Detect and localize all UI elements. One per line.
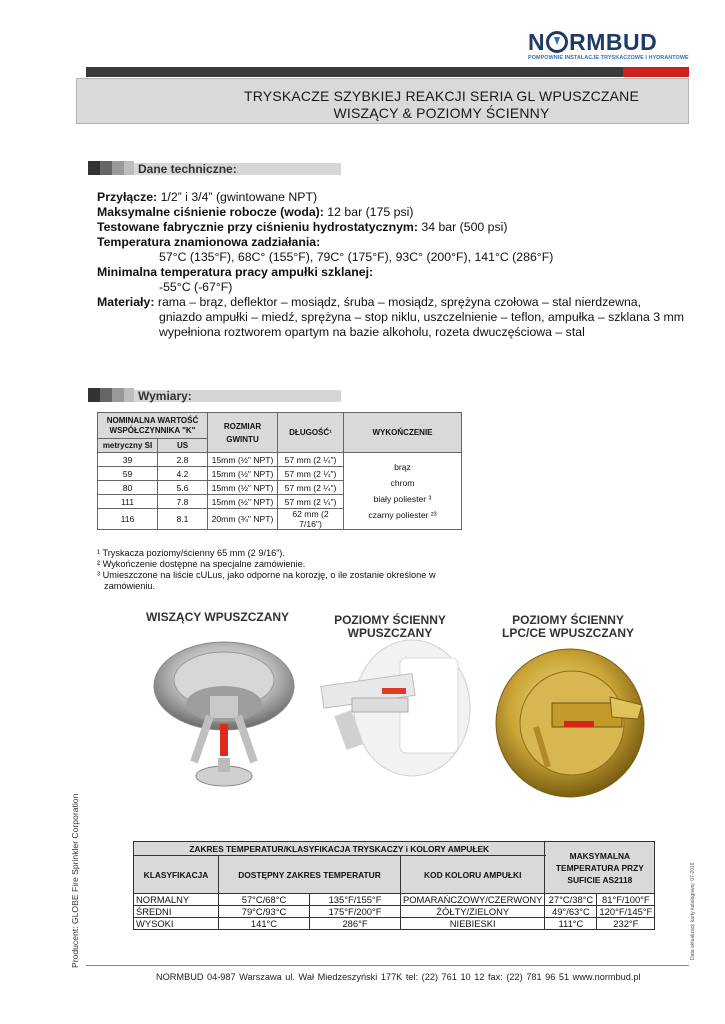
header-bar xyxy=(86,67,689,77)
cell-class: NORMALNY xyxy=(134,894,219,906)
max-pressure-row: Maksymalne ciśnienie robocze (woda): 12 bar (175 psi) xyxy=(97,205,414,219)
logo-wordmark: N RMBUD xyxy=(528,29,658,55)
header-bar-accent xyxy=(623,67,689,77)
cell-fahrenheit: 175°F/200°F xyxy=(310,906,401,918)
cell-color: NIEBIESKI xyxy=(401,918,545,930)
us-header: US xyxy=(158,439,208,453)
cell-fahrenheit: 286°F xyxy=(310,918,401,930)
finish-item: czarny poliester ²³ xyxy=(368,510,437,520)
finish-header: WYKOŃCZENIE xyxy=(344,413,462,453)
update-date-note: Data aktualizacji karty katalogowej: 07-2016 xyxy=(690,862,696,960)
cell-si: 116 xyxy=(98,509,158,530)
product-label-sidewall xyxy=(300,614,480,640)
deflector-stem xyxy=(218,758,230,772)
cell-fahrenheit: 135°F/155°F xyxy=(310,894,401,906)
cell-us: 5.6 xyxy=(158,481,208,495)
footnotes xyxy=(97,548,436,592)
finish-item: brąz xyxy=(394,462,411,472)
page-title-line-1: TRYSKACZE SZYBKIEJ REAKCJI SERIA GL WPUSZCZANE xyxy=(243,88,640,104)
connection-row: Przyłącze: 1/2” i 3/4” (gwintowane NPT) xyxy=(97,190,318,204)
cell-class: ŚREDNI xyxy=(134,906,219,918)
heading-marker xyxy=(88,388,100,402)
page-title-line-2: WISZĄCY & POZIOMY ŚCIENNY xyxy=(333,105,550,121)
finish-item: biały poliester ³ xyxy=(373,494,432,504)
cell-si: 111 xyxy=(98,495,158,509)
footnote-3: ³ Umieszczone na liście cULus, jako odporne na korozję, o ile zostanie określone w xyxy=(97,570,436,580)
frame-body xyxy=(352,698,408,712)
dim-section-heading xyxy=(88,388,341,402)
cell-us: 2.8 xyxy=(158,453,208,467)
cell-length: 57 mm (2 ¼") xyxy=(278,453,344,467)
footnote-3-cont: zamówieniu. xyxy=(104,581,156,591)
cell-si: 80 xyxy=(98,481,158,495)
table-row xyxy=(134,906,655,918)
cell-celsius: 79°C/93°C xyxy=(219,906,310,918)
glass-bulb xyxy=(382,688,406,694)
sidewall-sprinkler-image xyxy=(312,638,477,783)
cell-us: 4.2 xyxy=(158,467,208,481)
cell-max-c: 27°C/38°C xyxy=(545,894,597,906)
title-box xyxy=(76,78,689,124)
table-row xyxy=(134,894,655,906)
finish-cell xyxy=(344,453,462,530)
heading-marker xyxy=(124,388,134,402)
manufacturer-note: Producent: GLOBE Fire Sprinkler Corporation xyxy=(70,793,80,968)
cell-thread: 15mm (½" NPT) xyxy=(208,453,278,467)
product-label-line: WPUSZCZANY xyxy=(347,626,433,640)
lpc-sprinkler-image xyxy=(492,645,652,800)
logo-tagline: POMPOWNIE INSTALACJE TRYSKACZOWE I HYDRANTOWE xyxy=(528,55,689,61)
cell-color: POMARAŃCZOWY/CZERWONY xyxy=(401,894,545,906)
cell-thread: 15mm (½" NPT) xyxy=(208,495,278,509)
cell-max-f: 120°F/145°F xyxy=(597,906,655,918)
footer-divider xyxy=(86,965,689,966)
temp-max-header: MAKSYMALNA TEMPERATURA PRZY SUFICIE AS2118 xyxy=(545,842,655,894)
dim-heading-label: Wymiary: xyxy=(138,389,192,403)
cell-us: 7.8 xyxy=(158,495,208,509)
heading-marker xyxy=(88,161,100,175)
cell-length: 57 mm (2 ¼") xyxy=(278,481,344,495)
dimensions-table xyxy=(97,412,462,530)
frame-body xyxy=(210,696,238,718)
cell-max-f: 232°F xyxy=(597,918,655,930)
heading-marker xyxy=(112,161,124,175)
cell-us: 8.1 xyxy=(158,509,208,530)
cell-thread: 15mm (½" NPT) xyxy=(208,481,278,495)
cell-class: WYSOKI xyxy=(134,918,219,930)
materials-row-3: wypełniona roztworem opartym na bazie alkoholu, rozeta dwuczęściowa – stal xyxy=(159,325,585,339)
length-header: DŁUGOŚĆ¹ xyxy=(278,413,344,453)
logo-drop-icon xyxy=(546,31,568,53)
materials-row-2: gniazdo ampułki – miedź, sprężyna – stop niklu, uszczelnienie – teflon, ampułka – szklana 3 mm xyxy=(159,310,684,324)
product-label-line: LPC/CE WPUSZCZANY xyxy=(502,626,634,640)
footer-contact: NORMBUD 04-987 Warszawa ul. Wał Miedzeszyński 177K tel: (22) 761 10 12 fax: (22) 781 96 51 www.normbud.pl xyxy=(156,972,641,982)
finish-item: chrom xyxy=(390,478,415,488)
glass-bulb xyxy=(220,724,228,756)
heading-marker xyxy=(112,388,124,402)
thread-header: ROZMIAR GWINTU xyxy=(208,413,278,453)
product-label-line: POZIOMY ŚCIENNY xyxy=(334,613,446,627)
cell-length: 62 mm (2 7/16") xyxy=(278,509,344,530)
heading-marker xyxy=(124,161,134,175)
min-temp-value-row: -55°C (-67°F) xyxy=(159,280,233,294)
table-row xyxy=(98,453,462,467)
temp-value-row: 57°C (135°F), 68C° (155°F), 79C° (175°F), 93C° (200°F), 141°C (286°F) xyxy=(159,250,554,264)
cell-length: 57 mm (2 ¼") xyxy=(278,495,344,509)
footnote-2: ² Wykończenie dostępne na specjalne zamówienie. xyxy=(97,559,306,569)
temp-class-header: KLASYFIKACJA xyxy=(134,856,219,894)
tech-heading-label: Dane techniczne: xyxy=(138,162,237,176)
temp-range-header: DOSTĘPNY ZAKRES TEMPERATUR xyxy=(219,856,401,894)
cell-celsius: 57°C/68°C xyxy=(219,894,310,906)
cell-si: 59 xyxy=(98,467,158,481)
min-temp-label-row: Minimalna temperatura pracy ampułki szklanej: xyxy=(97,265,374,279)
cell-celsius: 141°C xyxy=(219,918,310,930)
temp-main-header: ZAKRES TEMPERATUR/KLASYFIKACJA TRYSKACZY i KOLORY AMPUŁEK xyxy=(134,842,545,856)
cell-thread: 15mm (½" NPT) xyxy=(208,467,278,481)
table-row xyxy=(134,918,655,930)
product-label-line: POZIOMY ŚCIENNY xyxy=(512,613,624,627)
heading-marker xyxy=(100,388,112,402)
cell-thread: 20mm (¾" NPT) xyxy=(208,509,278,530)
tech-section-heading xyxy=(88,161,341,175)
cell-max-c: 111°C xyxy=(545,918,597,930)
footnote-1: ¹ Tryskacza poziomy/ścienny 65 mm (2 9/16”). xyxy=(97,548,285,558)
k-factor-header: NOMINALNA WARTOŚĆ WSPÓŁCZYNNIKA "K" xyxy=(98,413,208,439)
materials-row: Materiały: rama – brąz, deflektor – mosiądz, śruba – mosiądz, sprężyna czołowa – stal nierdzewna, xyxy=(97,295,642,309)
metric-header: metryczny SI xyxy=(98,439,158,453)
pendent-sprinkler-image xyxy=(152,634,307,814)
normbud-logo xyxy=(528,29,689,64)
product-label-pendent: WISZĄCY WPUSZCZANY xyxy=(145,610,290,624)
product-label-lpc xyxy=(478,614,658,640)
cell-color: ŻÓŁTY/ZIELONY xyxy=(401,906,545,918)
heading-marker xyxy=(100,161,112,175)
temperature-table xyxy=(133,841,655,930)
glass-bulb xyxy=(564,721,594,727)
temp-color-header: KOD KOLORU AMPUŁKI xyxy=(401,856,545,894)
cup-shape xyxy=(400,658,458,753)
test-pressure-row: Testowane fabrycznie przy ciśnieniu hydrostatycznym: 34 bar (500 psi) xyxy=(97,220,508,234)
tech-data xyxy=(97,190,684,340)
cell-length: 57 mm (2 ¼") xyxy=(278,467,344,481)
cell-si: 39 xyxy=(98,453,158,467)
cell-max-c: 49°/63°C xyxy=(545,906,597,918)
cell-max-f: 81°F/100°F xyxy=(597,894,655,906)
temp-label-row: Temperatura znamionowa zadziałania: xyxy=(97,235,321,249)
